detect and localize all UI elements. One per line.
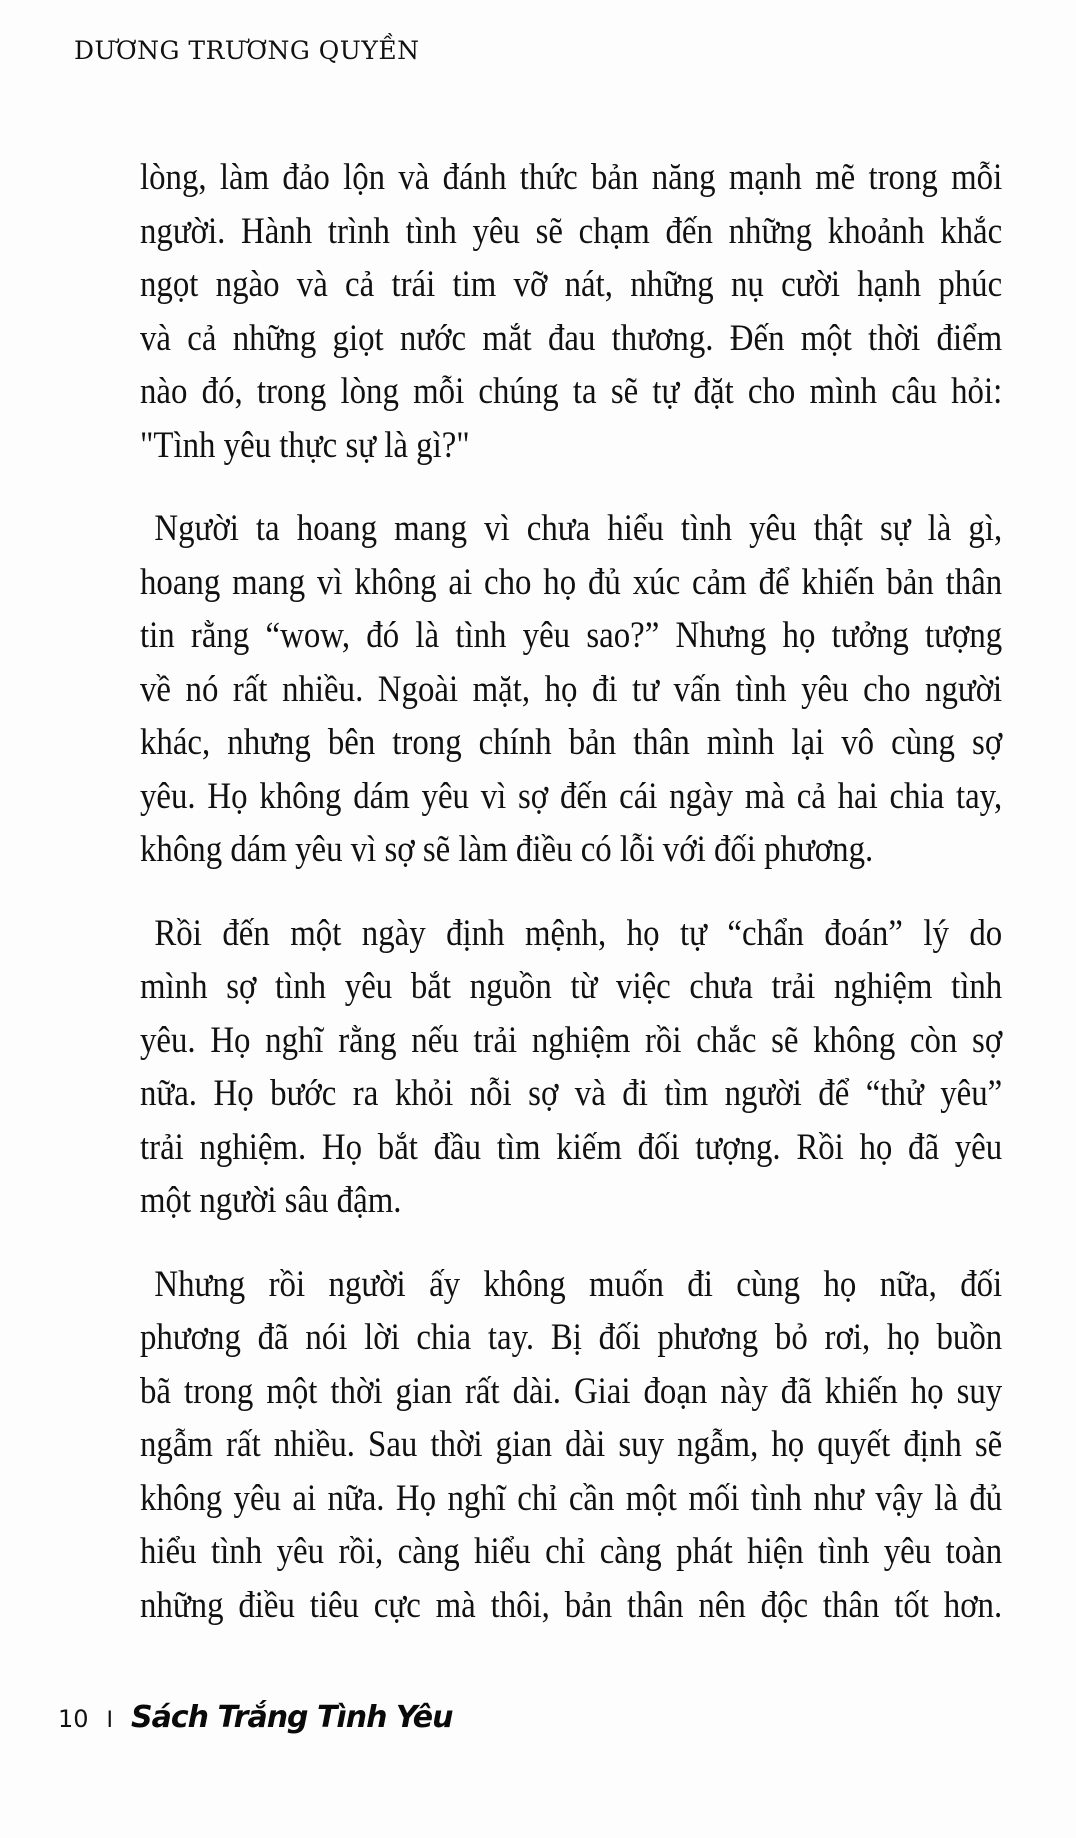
text-line: "Tình yêu thực sự là gì?": [140, 423, 470, 465]
text-line: nào đó, trong lòng mỗi chúng ta sẽ tự đặt cho mình câu hỏi:: [140, 370, 1003, 411]
text-line: người. Hành trình tình yêu sẽ chạm đến những khoảnh khắc: [140, 209, 1003, 251]
page-footer: [58, 1700, 452, 1735]
text-line: bã trong một thời gian rất dài. Giai đoạn này đã khiến họ suy: [140, 1369, 1003, 1411]
text-line: những điều tiêu cực mà thôi, bản thân nên độc thân tốt hơn.: [140, 1583, 1003, 1625]
text-line: yêu. Họ không dám yêu vì sợ đến cái ngày mà cả hai chia tay,: [140, 774, 1003, 816]
paragraph-3: [140, 906, 1002, 1227]
paragraph-1: [140, 150, 1002, 471]
text-line: ngẫm rất nhiều. Sau thời gian dài suy ngẫm, họ quyết định sẽ: [140, 1423, 1003, 1464]
text-line: tin rằng “wow, đó là tình yêu sao?” Nhưng họ tưởng tượng: [140, 614, 1003, 655]
body-text: [140, 150, 1002, 1661]
text-line: một người sâu đậm.: [140, 1179, 402, 1220]
text-line: ngọt ngào và cả trái tim vỡ nát, những nụ cười hạnh phúc: [140, 263, 1003, 304]
text-line: lòng, làm đảo lộn và đánh thức bản năng mạnh mẽ trong mỗi: [140, 156, 1003, 197]
text-line: hoang mang vì không ai cho họ đủ xúc cảm để khiến bản thân: [140, 560, 1003, 602]
text-line: khác, nhưng bên trong chính bản thân mình lại vô cùng sợ: [140, 721, 1003, 762]
text-line: không yêu ai nữa. Họ nghĩ chỉ cần một mối tình như vậy là đủ: [140, 1476, 1003, 1518]
text-line: về nó rất nhiều. Ngoài mặt, họ đi tư vấn tình yêu cho người: [140, 667, 1003, 709]
running-head-author: DƯƠNG TRƯƠNG QUYỀN: [74, 36, 420, 65]
text-line: và cả những giọt nước mắt đau thương. Đến một thời điểm: [140, 316, 1003, 358]
text-line: Người ta hoang mang vì chưa hiểu tình yêu thật sự là gì,: [154, 507, 1003, 548]
paragraph-2: [140, 501, 1002, 876]
text-line: hiểu tình yêu rồi, càng hiểu chỉ càng phát hiện tình yêu toàn: [140, 1530, 1003, 1571]
text-line: Rồi đến một ngày định mệnh, họ tự “chẩn đoán” lý do: [154, 911, 1003, 953]
paragraph-4: [140, 1257, 1002, 1632]
footer-separator: I: [106, 1708, 114, 1733]
text-line: không dám yêu vì sợ sẽ làm điều có lỗi với đối phương.: [140, 828, 874, 869]
text-line: yêu. Họ nghĩ rằng nếu trải nghiệm rồi chắc sẽ không còn sợ: [140, 1018, 1003, 1060]
text-line: Nhưng rồi người ấy không muốn đi cùng họ nữa, đối: [154, 1262, 1003, 1304]
text-line: nữa. Họ bước ra khỏi nỗi sợ và đi tìm người để “thử yêu”: [140, 1072, 1003, 1113]
text-line: phương đã nói lời chia tay. Bị đối phương bỏ rơi, họ buồn: [140, 1316, 1003, 1357]
text-line: mình sợ tình yêu bắt nguồn từ việc chưa trải nghiệm tình: [140, 965, 1003, 1006]
book-title: Sách Trắng Tình Yêu: [131, 1700, 453, 1735]
text-line: trải nghiệm. Họ bắt đầu tìm kiếm đối tượng. Rồi họ đã yêu: [140, 1125, 1003, 1167]
page-number: 10: [58, 1705, 89, 1733]
